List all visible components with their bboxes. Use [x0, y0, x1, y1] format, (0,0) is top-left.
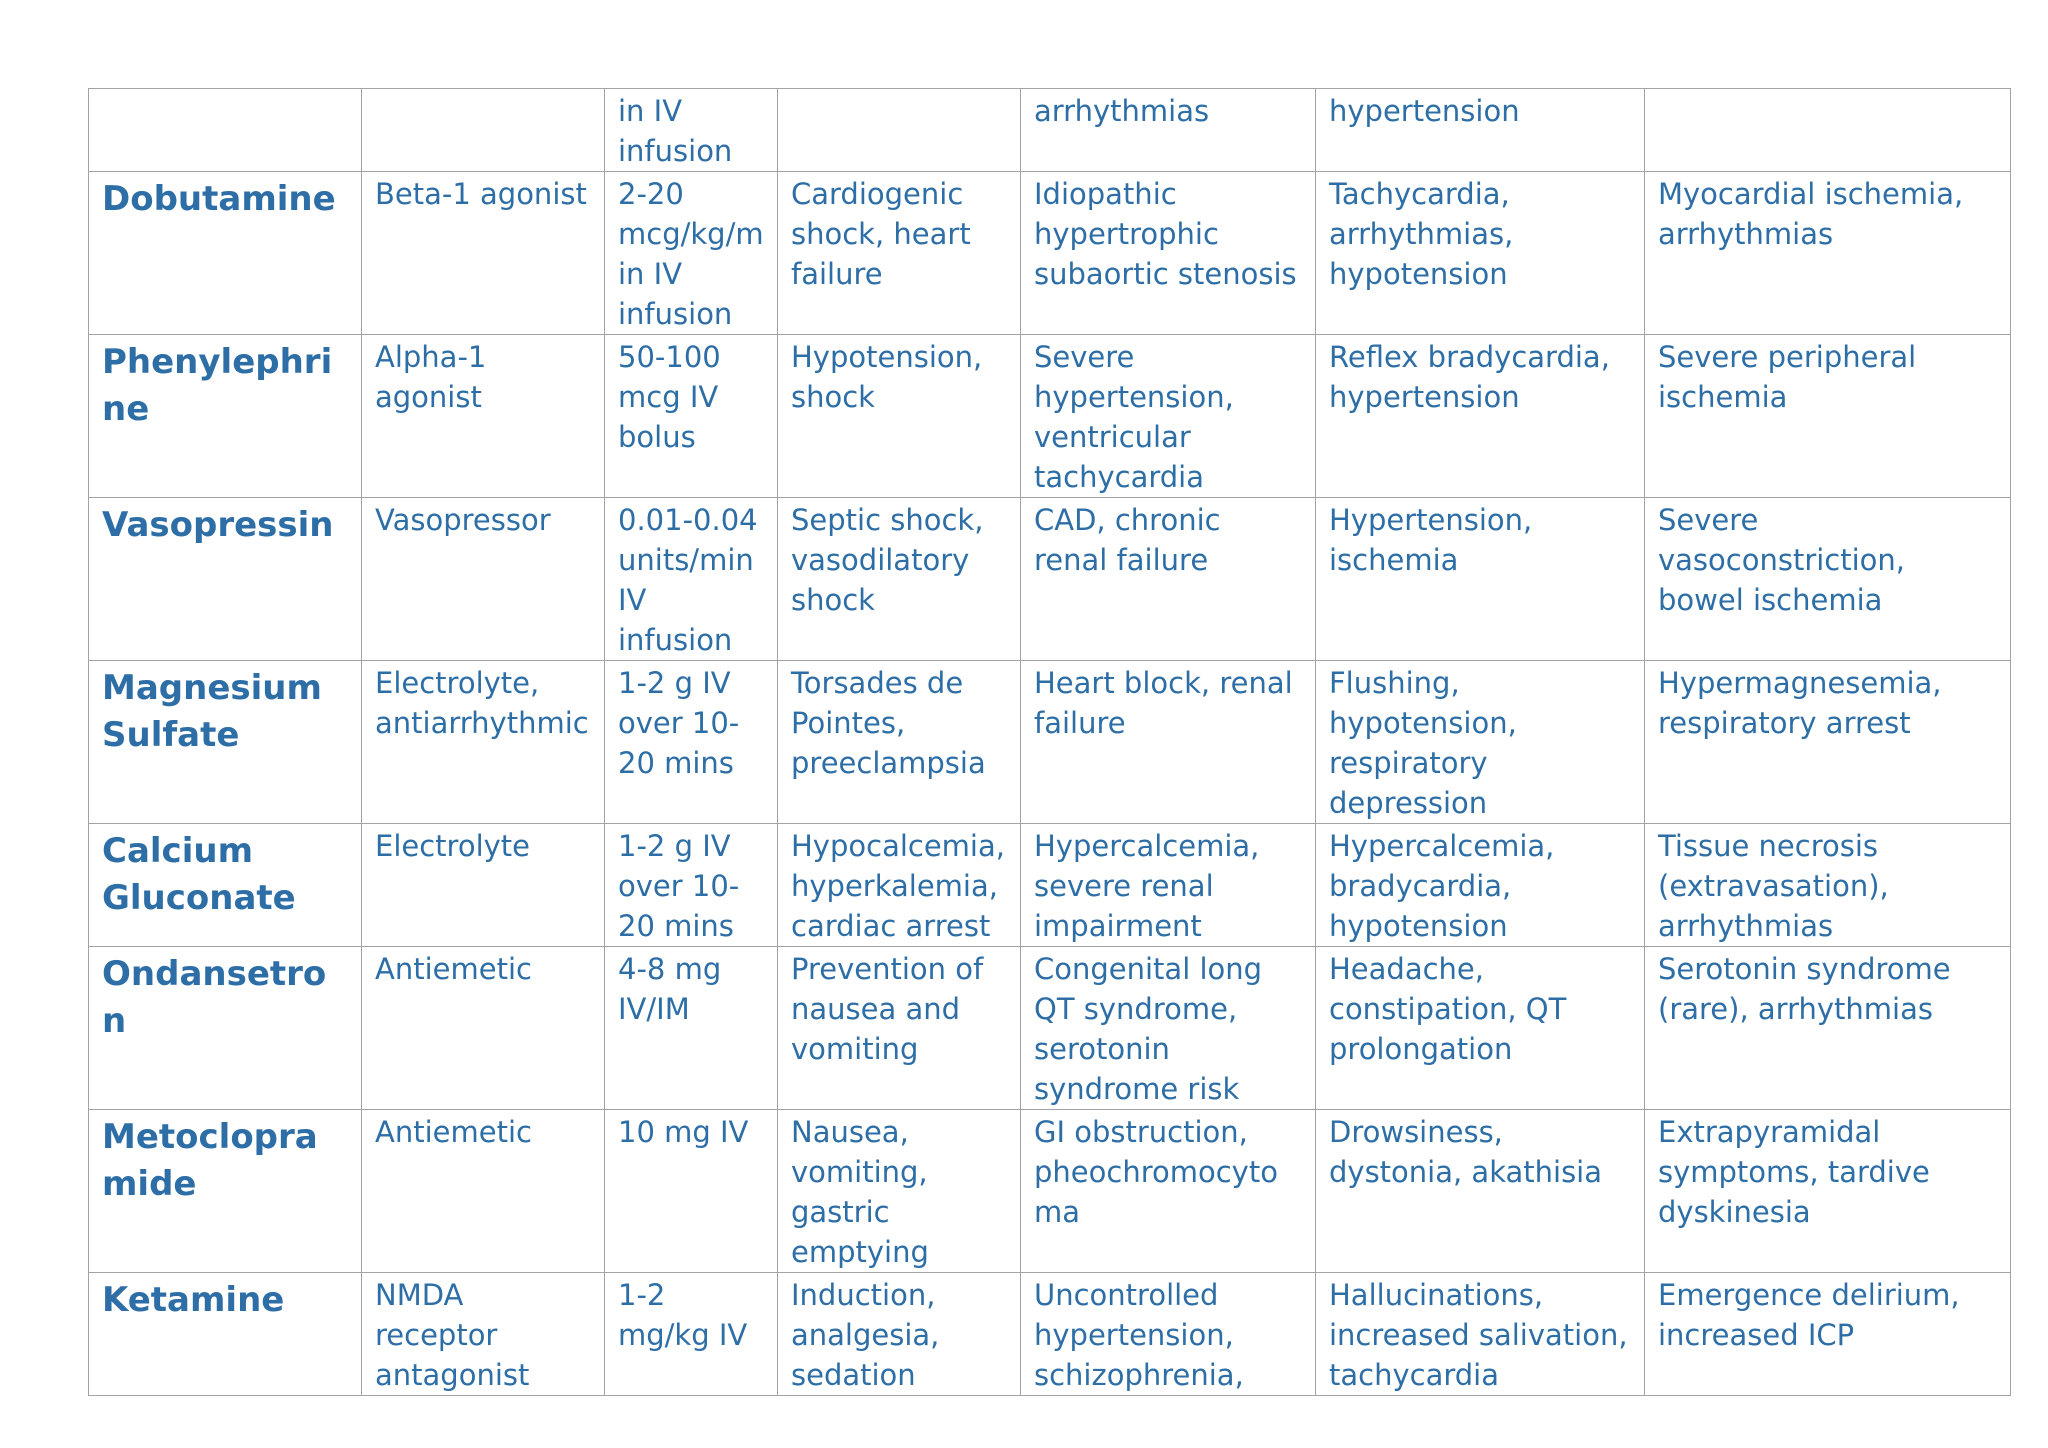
drug-name-cell: Magnesium Sulfate — [89, 661, 362, 824]
drug-class-cell — [362, 89, 605, 172]
indications-cell: Hypotension, shock — [778, 335, 1021, 498]
adverse-effects-cell: Emergence delirium, increased ICP — [1645, 1273, 2011, 1396]
indications-cell: Induction, analgesia, sedation — [778, 1273, 1021, 1396]
table-row — [89, 89, 2011, 172]
drug-reference-table — [88, 88, 2011, 1396]
dose-cell: in IV infusion — [605, 89, 778, 172]
adverse-effects-cell: Myocardial ischemia, arrhythmias — [1645, 172, 2011, 335]
table-row — [89, 947, 2011, 1110]
contraindications-cell: Congenital long QT syndrome, serotonin syndrome risk — [1021, 947, 1316, 1110]
drug-class-cell: Electrolyte — [362, 824, 605, 947]
drug-class-cell: Beta-1 agonist — [362, 172, 605, 335]
side-effects-cell: Headache, constipation, QT prolongation — [1316, 947, 1645, 1110]
dose-cell: 50-100 mcg IV bolus — [605, 335, 778, 498]
adverse-effects-cell: Severe peripheral ischemia — [1645, 335, 2011, 498]
drug-name-cell: Ketamine — [89, 1273, 362, 1396]
drug-name-cell: Phenylephrine — [89, 335, 362, 498]
indications-cell: Cardiogenic shock, heart failure — [778, 172, 1021, 335]
table-row — [89, 661, 2011, 824]
table-row — [89, 824, 2011, 947]
side-effects-cell: Hypercalcemia, bradycardia, hypotension — [1316, 824, 1645, 947]
dose-cell: 4-8 mg IV/IM — [605, 947, 778, 1110]
indications-cell: Hypocalcemia, hyperkalemia, cardiac arrest — [778, 824, 1021, 947]
contraindications-cell: Hypercalcemia, severe renal impairment — [1021, 824, 1316, 947]
table-row — [89, 1110, 2011, 1273]
dose-cell: 1-2 g IV over 10-20 mins — [605, 824, 778, 947]
dose-cell: 0.01-0.04 units/min IV infusion — [605, 498, 778, 661]
indications-cell — [778, 89, 1021, 172]
dose-cell: 2-20 mcg/kg/min IV infusion — [605, 172, 778, 335]
drug-name-cell — [89, 89, 362, 172]
drug-name-cell: Vasopressin — [89, 498, 362, 661]
contraindications-cell: GI obstruction, pheochromocytoma — [1021, 1110, 1316, 1273]
drug-class-cell: Antiemetic — [362, 1110, 605, 1273]
adverse-effects-cell: Serotonin syndrome (rare), arrhythmias — [1645, 947, 2011, 1110]
side-effects-cell: Drowsiness, dystonia, akathisia — [1316, 1110, 1645, 1273]
side-effects-cell: Hypertension, ischemia — [1316, 498, 1645, 661]
contraindications-cell: Idiopathic hypertrophic subaortic stenosis — [1021, 172, 1316, 335]
drug-class-cell: Antiemetic — [362, 947, 605, 1110]
side-effects-cell: Reflex bradycardia, hypertension — [1316, 335, 1645, 498]
indications-cell: Torsades de Pointes, preeclampsia — [778, 661, 1021, 824]
dose-cell: 1-2 g IV over 10-20 mins — [605, 661, 778, 824]
drug-class-cell: Electrolyte, antiarrhythmic — [362, 661, 605, 824]
indications-cell: Septic shock, vasodilatory shock — [778, 498, 1021, 661]
adverse-effects-cell: Extrapyramidal symptoms, tardive dyskinesia — [1645, 1110, 2011, 1273]
drug-class-cell: Alpha-1 agonist — [362, 335, 605, 498]
contraindications-cell: CAD, chronic renal failure — [1021, 498, 1316, 661]
contraindications-cell: Severe hypertension, ventricular tachycardia — [1021, 335, 1316, 498]
drug-name-cell: Calcium Gluconate — [89, 824, 362, 947]
table-row — [89, 1273, 2011, 1396]
adverse-effects-cell: Severe vasoconstriction, bowel ischemia — [1645, 498, 2011, 661]
drug-name-cell: Ondansetron — [89, 947, 362, 1110]
indications-cell: Nausea, vomiting, gastric emptying — [778, 1110, 1021, 1273]
drug-name-cell: Metoclopramide — [89, 1110, 362, 1273]
indications-cell: Prevention of nausea and vomiting — [778, 947, 1021, 1110]
adverse-effects-cell — [1645, 89, 2011, 172]
contraindications-cell: Heart block, renal failure — [1021, 661, 1316, 824]
contraindications-cell: arrhythmias — [1021, 89, 1316, 172]
side-effects-cell: hypertension — [1316, 89, 1645, 172]
table-row — [89, 498, 2011, 661]
dose-cell: 1-2 mg/kg IV — [605, 1273, 778, 1396]
drug-name-cell: Dobutamine — [89, 172, 362, 335]
table-row — [89, 335, 2011, 498]
side-effects-cell: Hallucinations, increased salivation, tachycardia — [1316, 1273, 1645, 1396]
drug-class-cell: NMDA receptor antagonist — [362, 1273, 605, 1396]
table-row — [89, 172, 2011, 335]
side-effects-cell: Flushing, hypotension, respiratory depression — [1316, 661, 1645, 824]
dose-cell: 10 mg IV — [605, 1110, 778, 1273]
adverse-effects-cell: Hypermagnesemia, respiratory arrest — [1645, 661, 2011, 824]
side-effects-cell: Tachycardia, arrhythmias, hypotension — [1316, 172, 1645, 335]
contraindications-cell: Uncontrolled hypertension, schizophrenia, — [1021, 1273, 1316, 1396]
adverse-effects-cell: Tissue necrosis (extravasation), arrhythmias — [1645, 824, 2011, 947]
drug-class-cell: Vasopressor — [362, 498, 605, 661]
